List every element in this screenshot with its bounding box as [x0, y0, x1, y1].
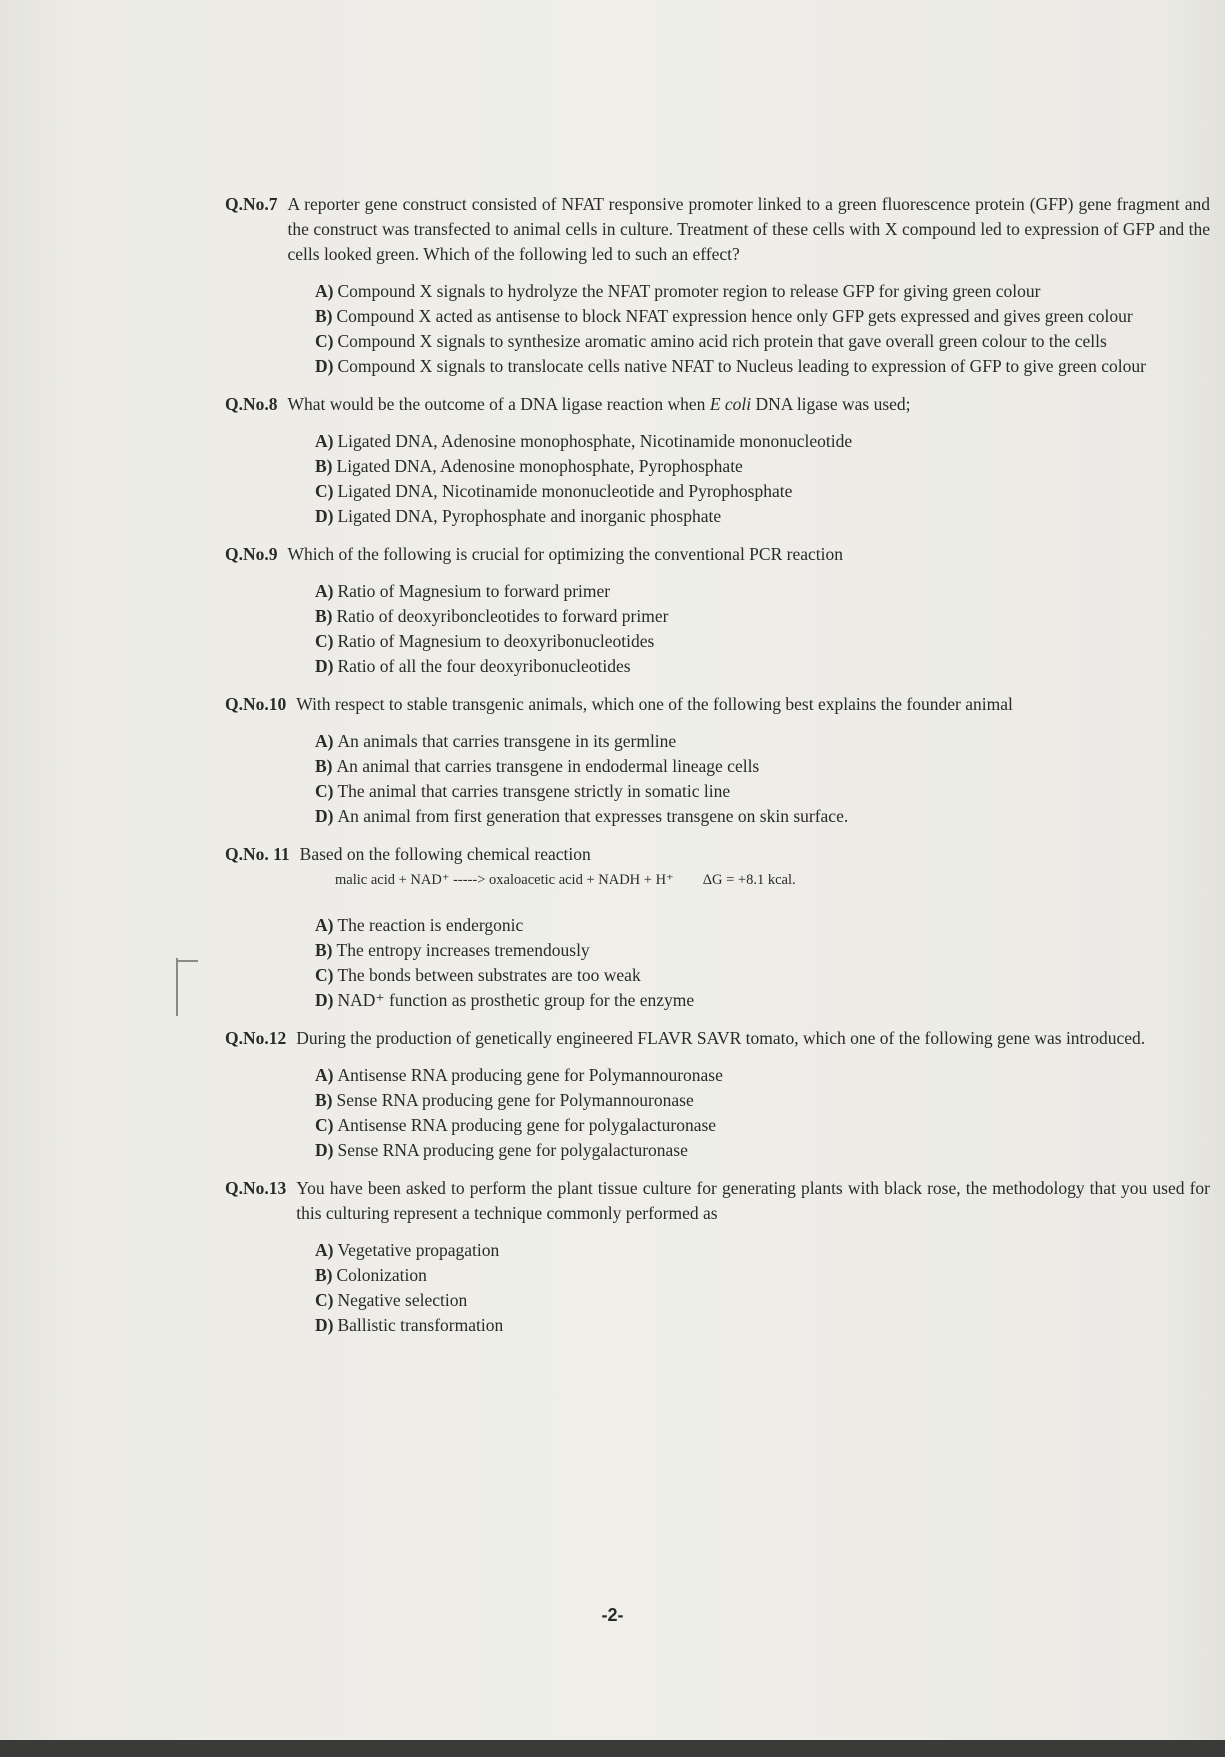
- question-7: [225, 192, 1210, 379]
- question-12: [225, 1026, 1210, 1163]
- question-number: Q.No.10: [225, 694, 287, 714]
- option-d: D) Sense RNA producing gene for polygalacturonase: [315, 1140, 688, 1160]
- option-b: B) Ligated DNA, Adenosine monophosphate, Pyrophosphate: [315, 456, 743, 476]
- question-text: A reporter gene construct consisted of NFAT responsive promoter linked to a green fluorescence protein (GFP) gene fragment and the construct was transfected to animal cells in culture. Treatment of these cells with X compound led to expression of GFP and the cells looked green. Which of the following led to such an effect?: [287, 194, 1210, 264]
- question-number: Q.No.12: [225, 1028, 287, 1048]
- option-c: C) Negative selection: [315, 1290, 468, 1310]
- option-d: D) An animal from first generation that expresses transgene on skin surface.: [315, 806, 849, 826]
- question-10: [225, 692, 1210, 829]
- option-a: A) Ratio of Magnesium to forward primer: [315, 581, 611, 601]
- options: [315, 729, 1210, 829]
- option-a: A) Compound X signals to hydrolyze the NFAT promoter region to release GFP for giving green colour: [315, 281, 1041, 301]
- option-b: B) Colonization: [315, 1265, 427, 1285]
- option-a: A) The reaction is endergonic: [315, 915, 524, 935]
- question-text: You have been asked to perform the plant tissue culture for generating plants with black rose, the methodology that you used for this culturing represent a technique commonly performed as: [296, 1178, 1210, 1223]
- option-d: D) Ratio of all the four deoxyribonucleotides: [315, 656, 631, 676]
- chemical-equation: malic acid + NAD⁺ -----> oxaloacetic acid + NADH + H⁺ ΔG = +8.1 kcal.: [335, 872, 796, 888]
- option-c: C) Antisense RNA producing gene for polygalacturonase: [315, 1115, 717, 1135]
- question-number: Q.No. 11: [225, 844, 290, 864]
- question-text: With respect to stable transgenic animals, which one of the following best explains the founder animal: [296, 694, 1013, 714]
- option-b: B) Compound X acted as antisense to block NFAT expression hence only GFP gets expressed and gives green colour: [315, 306, 1133, 326]
- question-11: [225, 842, 1210, 1013]
- question-number: Q.No.7: [225, 194, 278, 214]
- option-b: B) Ratio of deoxyriboncleotides to forward primer: [315, 606, 669, 626]
- option-d: D) Compound X signals to translocate cells native NFAT to Nucleus leading to expression of GFP to give green colour: [315, 356, 1146, 376]
- options: [315, 279, 1210, 379]
- options: [315, 429, 1210, 529]
- option-b: B) Sense RNA producing gene for Polymannouronase: [315, 1090, 694, 1110]
- scan-bottom-edge: [0, 1740, 1225, 1757]
- question-8: [225, 392, 1210, 529]
- question-list: [225, 192, 1210, 1351]
- option-c: C) Ratio of Magnesium to deoxyribonucleotides: [315, 631, 655, 651]
- option-c: C) The bonds between substrates are too weak: [315, 965, 641, 985]
- option-d: D) NAD⁺ function as prosthetic group for the enzyme: [315, 990, 695, 1010]
- option-d: D) Ballistic transformation: [315, 1315, 504, 1335]
- question-number: Q.No.9: [225, 544, 278, 564]
- question-number: Q.No.13: [225, 1178, 287, 1198]
- question-number: Q.No.8: [225, 394, 278, 414]
- option-b: B) An animal that carries transgene in endodermal lineage cells: [315, 756, 760, 776]
- page-number: -2-: [601, 1605, 624, 1625]
- question-text: What would be the outcome of a DNA ligase reaction when E coli DNA ligase was used;: [287, 394, 911, 414]
- question-text: Based on the following chemical reaction: [299, 844, 591, 864]
- margin-pen-mark: [176, 958, 178, 1016]
- option-d: D) Ligated DNA, Pyrophosphate and inorganic phosphate: [315, 506, 722, 526]
- options: [315, 1063, 1210, 1163]
- question-13: [225, 1176, 1210, 1338]
- option-c: C) Compound X signals to synthesize aromatic amino acid rich protein that gave overall green colour to the cells: [315, 331, 1107, 351]
- option-b: B) The entropy increases tremendously: [315, 940, 590, 960]
- option-c: C) The animal that carries transgene strictly in somatic line: [315, 781, 731, 801]
- option-a: A) Antisense RNA producing gene for Polymannouronase: [315, 1065, 723, 1085]
- option-a: A) Vegetative propagation: [315, 1240, 500, 1260]
- option-c: C) Ligated DNA, Nicotinamide mononucleotide and Pyrophosphate: [315, 481, 793, 501]
- options: [315, 579, 1210, 679]
- options: [315, 913, 1210, 1013]
- question-text: During the production of genetically engineered FLAVR SAVR tomato, which one of the following gene was introduced.: [296, 1028, 1146, 1048]
- question-text: Which of the following is crucial for optimizing the conventional PCR reaction: [287, 544, 843, 564]
- option-a: A) An animals that carries transgene in its germline: [315, 731, 677, 751]
- options: [315, 1238, 1210, 1338]
- question-9: [225, 542, 1210, 679]
- option-a: A) Ligated DNA, Adenosine monophosphate, Nicotinamide mononucleotide: [315, 431, 853, 451]
